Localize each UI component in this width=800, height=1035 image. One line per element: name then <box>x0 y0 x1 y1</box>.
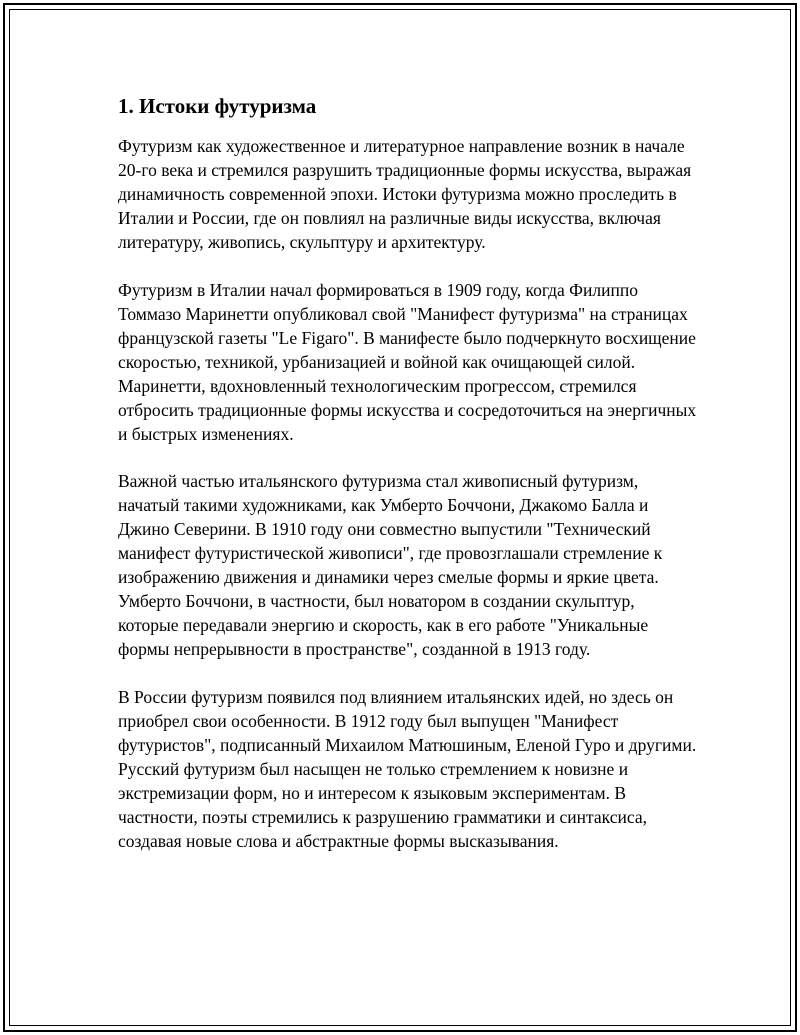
paragraph-russia: В России футуризм появился под влиянием итальянских идей, но здесь он приобрел свои особенности. В 1912 году был выпущен "Манифест футуристов", подписанный Михаилом Матюшиным, Еленой Гуро и другими. Русский футуризм был насыщен не только стремлением к новизне и экстремизации форм, но и интересом к языковым экспериментам. В частности, поэты стремились к разрушению грамматики и синтаксиса, создавая новые слова и абстрактные формы высказывания. <box>118 686 697 851</box>
paragraph-origins: Футуризм как художественное и литературное направление возник в начале 20-го века и стремился разрушить традиционные формы искусства, выражая динамичность современной эпохи. Истоки футуризма можно проследить в Италии и России, где он повлиял на различные виды искусства, включая литературу, живопись, скульптуру и архитектуру. <box>118 136 692 252</box>
paragraph-painting: Важной частью итальянского футуризма стал живописный футуризм, начатый такими художниками, как Умберто Боччони, Джакомо Балла и Джино Северини. В 1910 году они совместно выпустили "Технический манифест футуристической живописи", где провозглашали стремление к изображению движения и динамики через смелые формы и яркие цвета. Умберто Боччони, в частности, был новатором в создании скульптур, которые передавали энергию и скорость, как в его работе "Уникальные формы непрерывности в пространстве", созданной в 1913 году. <box>118 471 663 659</box>
document-body <box>118 92 698 876</box>
section-heading: 1. Истоки футуризма <box>118 94 317 118</box>
paragraph-italy: Футуризм в Италии начал формироваться в 1909 году, когда Филиппо Томмазо Маринетти опубликовал свой "Манифест футуризма" на страницах французской газеты "Le Figaro". В манифесте было подчеркнуто восхищение скоростью, техникой, урбанизацией и войной как очищающей силой. Маринетти, вдохновленный технологическим прогрессом, стремился отбросить традиционные формы искусства и сосредоточиться на энергичных и быстрых изменениях. <box>118 279 697 444</box>
